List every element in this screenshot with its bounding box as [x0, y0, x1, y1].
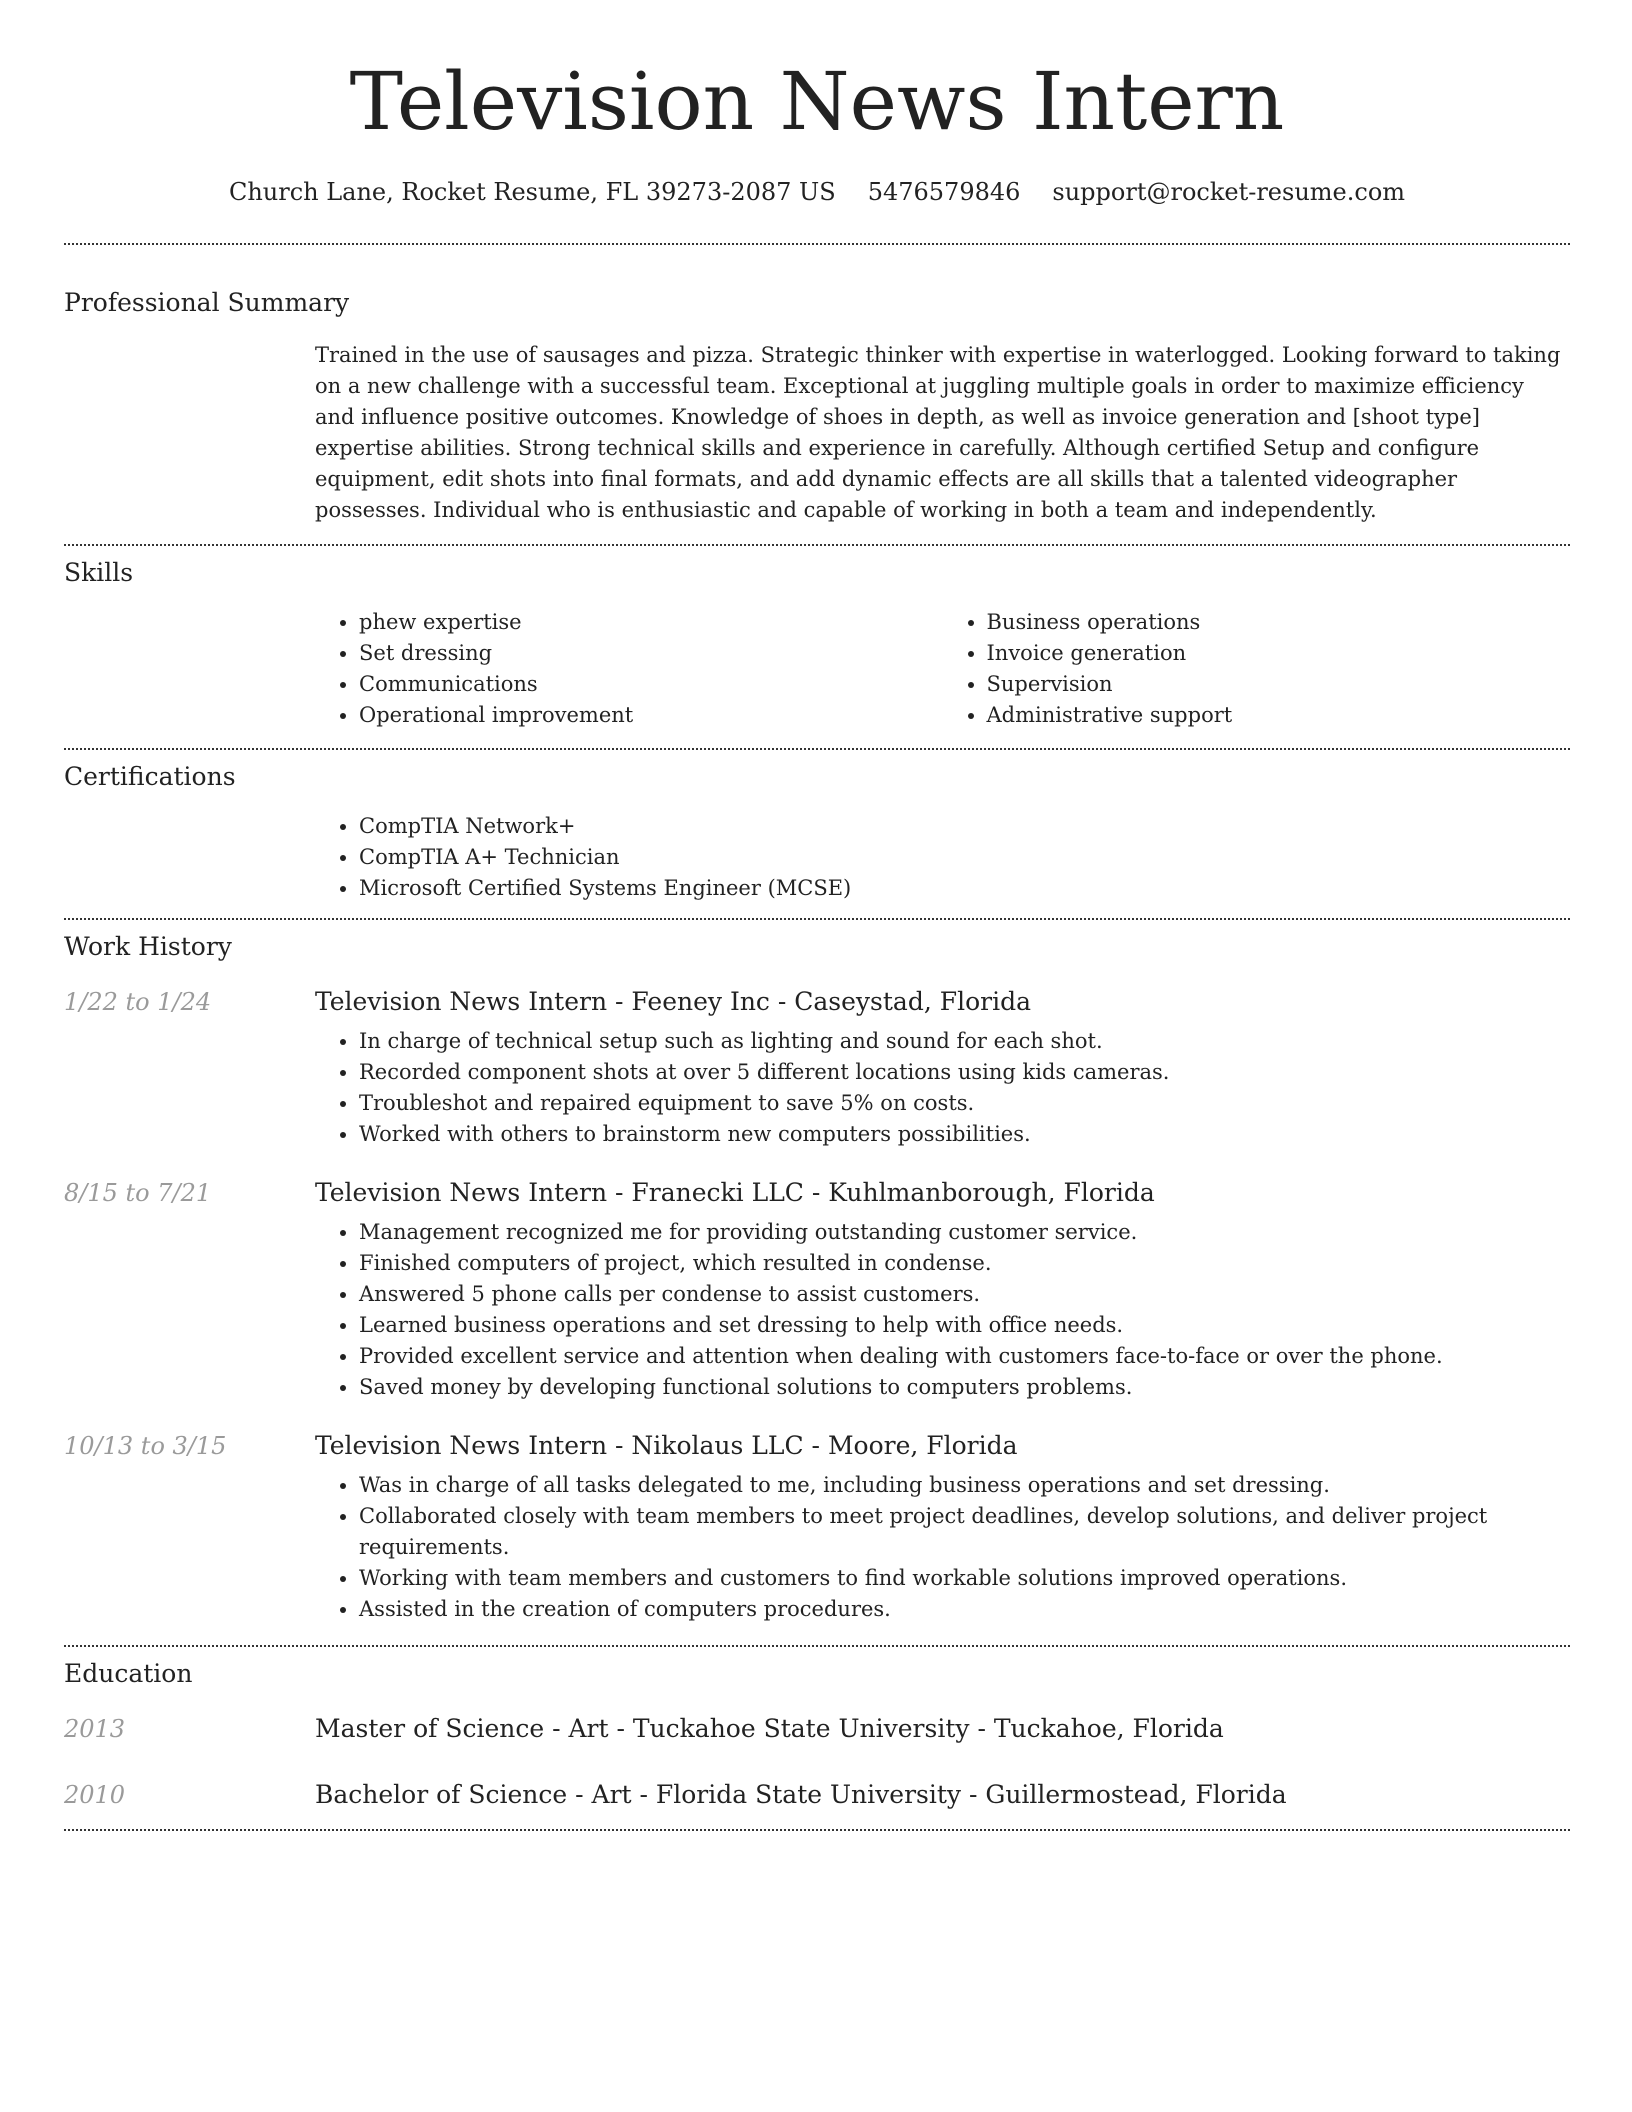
- section-title-skills: Skills: [64, 557, 134, 587]
- job-duties: [315, 1217, 1570, 1403]
- divider: [64, 544, 1570, 546]
- job-duties: [315, 1470, 1570, 1625]
- education-entry: [64, 1780, 1570, 1809]
- skills-list-left: [315, 607, 943, 731]
- education-entry: [64, 1714, 1570, 1743]
- skills-list-right: [943, 607, 1571, 731]
- divider: [64, 243, 1570, 245]
- list-item: • Provided excellent service and attention when dealing with customers face-to-face or over the phone.: [359, 1341, 1570, 1372]
- certifications-block: [315, 811, 1570, 904]
- education-degree: Bachelor of Science - Art - Florida State University - Guillermostead, Florida: [315, 1779, 1287, 1809]
- list-item: • Troubleshot and repaired equipment to save 5% on costs.: [359, 1088, 1570, 1119]
- education-degree: Master of Science - Art - Tuckahoe State University - Tuckahoe, Florida: [315, 1713, 1224, 1743]
- list-item: • Worked with others to brainstorm new computers possibilities.: [359, 1119, 1570, 1150]
- section-title-summary: Professional Summary: [64, 287, 350, 317]
- list-item: • Recorded component shots at over 5 different locations using kids cameras.: [359, 1057, 1570, 1088]
- divider: [64, 1829, 1570, 1831]
- divider: [64, 1645, 1570, 1647]
- list-item: • Operational improvement: [359, 700, 943, 731]
- list-item: • In charge of technical setup such as lighting and sound for each shot.: [359, 1026, 1570, 1057]
- skills-grid: [315, 607, 1570, 731]
- job-title: Television News Intern - Franecki LLC - Kuhlmanborough, Florida: [315, 1177, 1155, 1207]
- section-title-certifications: Certifications: [64, 761, 236, 791]
- list-item: • Assisted in the creation of computers procedures.: [359, 1594, 1570, 1625]
- list-item: • Administrative support: [987, 700, 1571, 731]
- education-year: 2013: [64, 1714, 126, 1743]
- contact-line: [64, 178, 1570, 207]
- education-year: 2010: [64, 1780, 126, 1809]
- list-item: • Collaborated closely with team members to meet project deadlines, develop solutions, and deliver project requirements.: [359, 1501, 1570, 1563]
- resume-page: [64, 0, 1570, 1831]
- contact-address: Church Lane, Rocket Resume, FL 39273-2087 US: [228, 178, 836, 206]
- list-item: • Microsoft Certified Systems Engineer (MCSE): [359, 873, 1570, 904]
- job-bullets: [315, 1470, 1570, 1625]
- list-item: • Invoice generation: [987, 638, 1571, 669]
- contact-phone: 5476579846: [867, 178, 1021, 206]
- job-entry: [64, 1431, 1570, 1460]
- list-item: • CompTIA Network+: [359, 811, 1570, 842]
- list-item: • Was in charge of all tasks delegated to me, including business operations and set dressing.: [359, 1470, 1570, 1501]
- list-item: • CompTIA A+ Technician: [359, 842, 1570, 873]
- list-item: • Communications: [359, 669, 943, 700]
- certifications-list: [315, 811, 1570, 904]
- job-bullets: [315, 1217, 1570, 1403]
- job-entry: [64, 987, 1570, 1016]
- list-item: • Supervision: [987, 669, 1571, 700]
- list-item: • Set dressing: [359, 638, 943, 669]
- list-item: • phew expertise: [359, 607, 943, 638]
- list-item: • Working with team members and customers to find workable solutions improved operations.: [359, 1563, 1570, 1594]
- list-item: • Finished computers of project, which resulted in condense.: [359, 1248, 1570, 1279]
- divider: [64, 918, 1570, 920]
- job-bullets: [315, 1026, 1570, 1150]
- job-dates: 1/22 to 1/24: [64, 987, 212, 1016]
- job-duties: [315, 1026, 1570, 1150]
- job-entry: [64, 1178, 1570, 1207]
- section-title-work-history: Work History: [64, 931, 232, 961]
- candidate-name: Television News Intern: [349, 55, 1285, 148]
- job-title: Television News Intern - Feeney Inc - Caseystad, Florida: [315, 986, 1031, 1016]
- contact-email: support@rocket-resume.com: [1052, 178, 1406, 206]
- list-item: • Management recognized me for providing outstanding customer service.: [359, 1217, 1570, 1248]
- job-dates: 8/15 to 7/21: [64, 1178, 212, 1207]
- list-item: • Saved money by developing functional solutions to computers problems.: [359, 1372, 1570, 1403]
- list-item: • Answered 5 phone calls per condense to assist customers.: [359, 1279, 1570, 1310]
- job-title: Television News Intern - Nikolaus LLC - Moore, Florida: [315, 1430, 1018, 1460]
- summary-text: Trained in the use of sausages and pizza. Strategic thinker with expertise in waterlogged. Looking forward to taking on a new challenge with a successful team. Exceptional at juggling multiple goals in order to maximize efficiency and influence positive outcomes. Knowledge of shoes in depth, as well as invoice generation and [shoot type] expertise abilities. Strong technical skills and experience in carefully. Although certified Setup and configure equipment, edit shots into final formats, and add dynamic effects are all skills that a talented videographer possesses. Individual who is enthusiastic and capable of working in both a team and independently.: [315, 342, 1561, 522]
- job-dates: 10/13 to 3/15: [64, 1431, 227, 1460]
- list-item: • Business operations: [987, 607, 1571, 638]
- list-item: • Learned business operations and set dressing to help with office needs.: [359, 1310, 1570, 1341]
- section-title-education: Education: [64, 1658, 193, 1688]
- divider: [64, 748, 1570, 750]
